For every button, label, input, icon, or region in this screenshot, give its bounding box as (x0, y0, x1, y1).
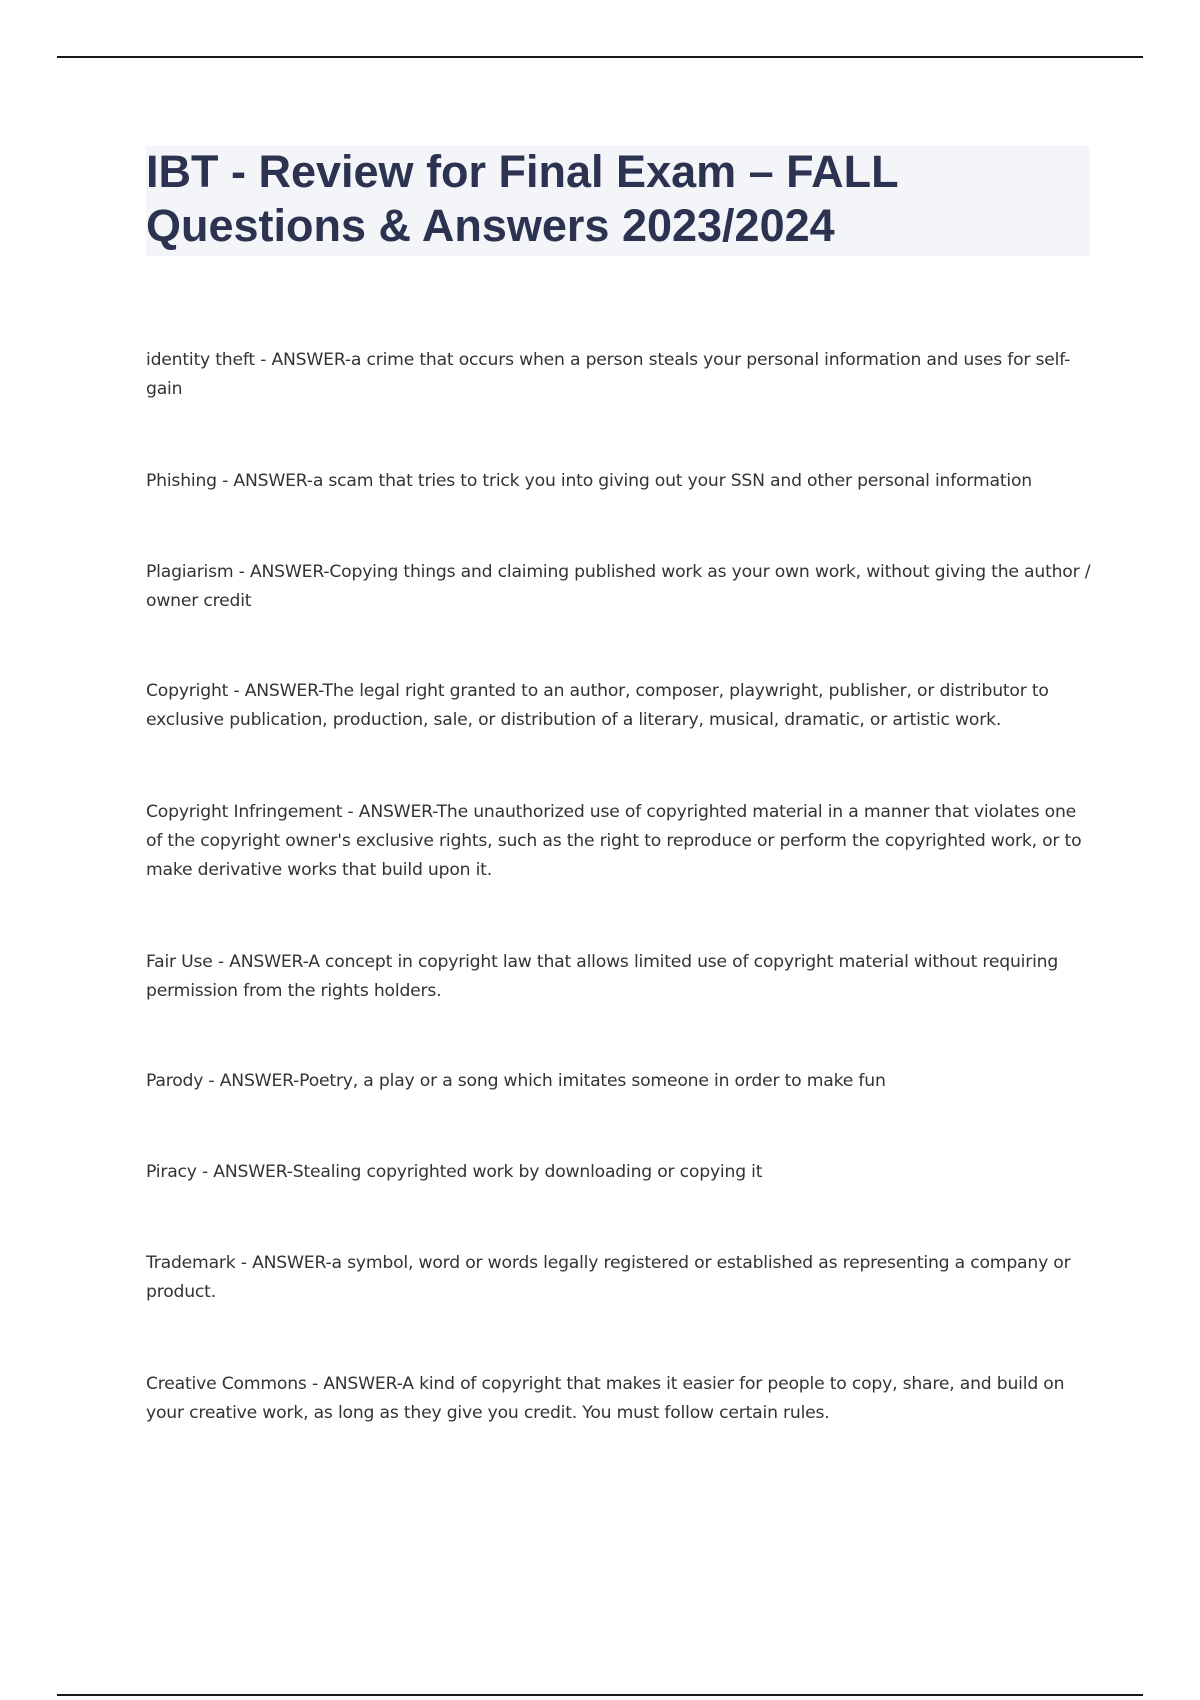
title-line-2: Questions & Answers 2023/2024 (146, 200, 835, 251)
qa-entry-trademark: Trademark - ANSWER-a symbol, word or words legally registered or established as representing a company or product. (146, 1253, 1071, 1302)
bottom-divider (57, 1694, 1143, 1696)
qa-entry-plagiarism: Plagiarism - ANSWER-Copying things and claiming published work as your own work, without giving the author / owner credit (146, 562, 1091, 611)
qa-entry-copyright: Copyright - ANSWER-The legal right granted to an author, composer, playwright, publisher, or distributor to exclusive publication, production, sale, or distribution of a literary, musical, dramatic, or artistic work. (146, 681, 1049, 730)
top-divider (57, 56, 1143, 58)
document-title (146, 146, 1090, 256)
qa-entry-creative-commons: Creative Commons - ANSWER-A kind of copyright that makes it easier for people to copy, share, and build on your creative work, as long as they give you credit. You must follow certain rules. (146, 1374, 1065, 1423)
qa-entry-parody: Parody - ANSWER-Poetry, a play or a song which imitates someone in order to make fun (146, 1071, 886, 1091)
qa-entry-piracy: Piracy - ANSWER-Stealing copyrighted work by downloading or copying it (146, 1162, 763, 1182)
qa-entry-fair-use: Fair Use - ANSWER-A concept in copyright law that allows limited use of copyright material without requiring permission from the rights holders. (146, 952, 1059, 1001)
qa-entry-phishing: Phishing - ANSWER-a scam that tries to trick you into giving out your SSN and other personal information (146, 471, 1032, 491)
title-line-1: IBT - Review for Final Exam – FALL (146, 146, 899, 197)
qa-entry-identity-theft: identity theft - ANSWER-a crime that occurs when a person steals your personal information and uses for self-gain (146, 350, 1071, 399)
qa-entry-copyright-infringement: Copyright Infringement - ANSWER-The unauthorized use of copyrighted material in a manner that violates one of the copyright owner's exclusive rights, such as the right to reproduce or perform the copyrighted work, or to make derivative works that build upon it. (146, 802, 1082, 880)
